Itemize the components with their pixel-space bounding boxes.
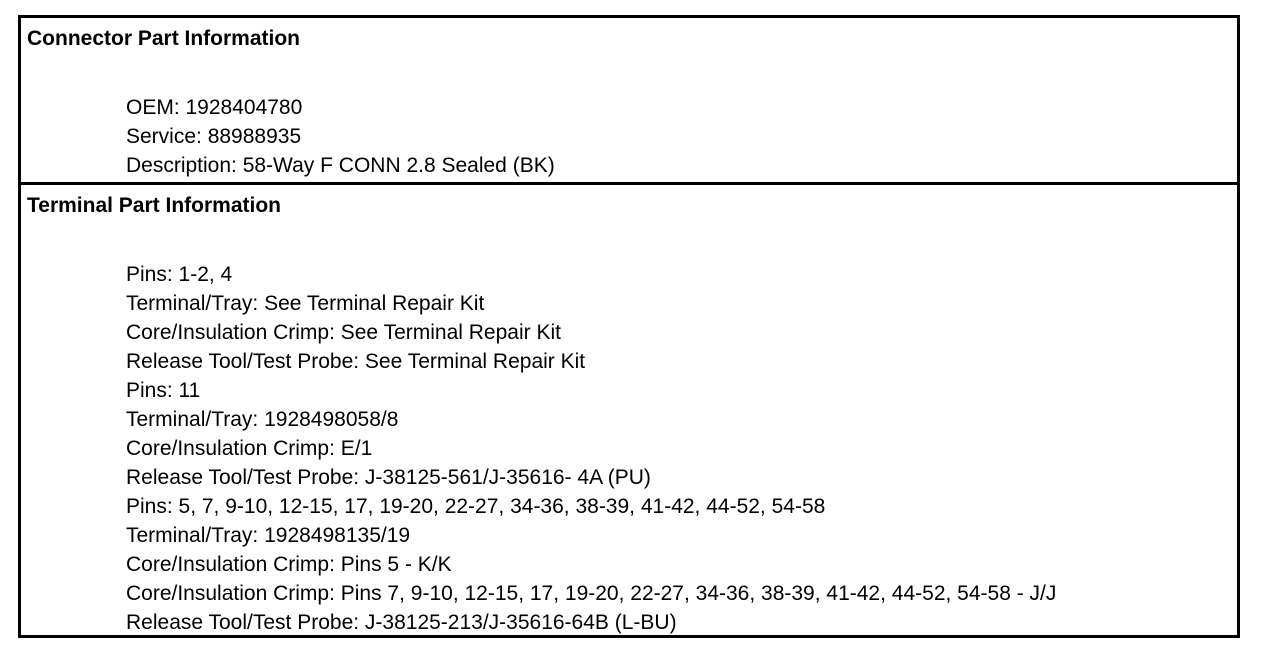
terminal-line: Terminal/Tray: 1928498135/19 — [126, 524, 411, 547]
connector-description-line: Description: 58-Way F CONN 2.8 Sealed (BK) — [126, 154, 555, 177]
terminal-line: Release Tool/Test Probe: J-38125-213/J-35616-64B (L-BU) — [126, 611, 677, 634]
terminal-line: Release Tool/Test Probe: See Terminal Repair Kit — [126, 350, 586, 373]
connector-part-section — [21, 18, 1237, 185]
terminal-line: Terminal/Tray: See Terminal Repair Kit — [126, 292, 485, 315]
part-info-table — [18, 15, 1240, 638]
terminal-line: Pins: 1-2, 4 — [126, 263, 233, 286]
terminal-part-section — [21, 185, 1237, 635]
terminal-part-heading: Terminal Part Information — [27, 194, 281, 217]
terminal-line: Core/Insulation Crimp: Pins 7, 9-10, 12-15, 17, 19-20, 22-27, 34-36, 38-39, 41-42, 44-52, 54-58 - J/J — [126, 582, 1057, 605]
connector-service-line: Service: 88988935 — [126, 125, 302, 148]
terminal-line: Core/Insulation Crimp: See Terminal Repair Kit — [126, 321, 561, 344]
connector-part-lines — [126, 93, 555, 180]
terminal-line: Pins: 11 — [126, 379, 201, 402]
terminal-line: Pins: 5, 7, 9-10, 12-15, 17, 19-20, 22-27, 34-36, 38-39, 41-42, 44-52, 54-58 — [126, 495, 826, 518]
terminal-line: Core/Insulation Crimp: E/1 — [126, 437, 373, 460]
terminal-line: Terminal/Tray: 1928498058/8 — [126, 408, 399, 431]
terminal-part-lines — [126, 260, 1056, 637]
connector-part-heading: Connector Part Information — [27, 27, 301, 50]
connector-oem-line: OEM: 1928404780 — [126, 96, 303, 119]
terminal-line: Release Tool/Test Probe: J-38125-561/J-35616- 4A (PU) — [126, 466, 651, 489]
terminal-line: Core/Insulation Crimp: Pins 5 - K/K — [126, 553, 452, 576]
